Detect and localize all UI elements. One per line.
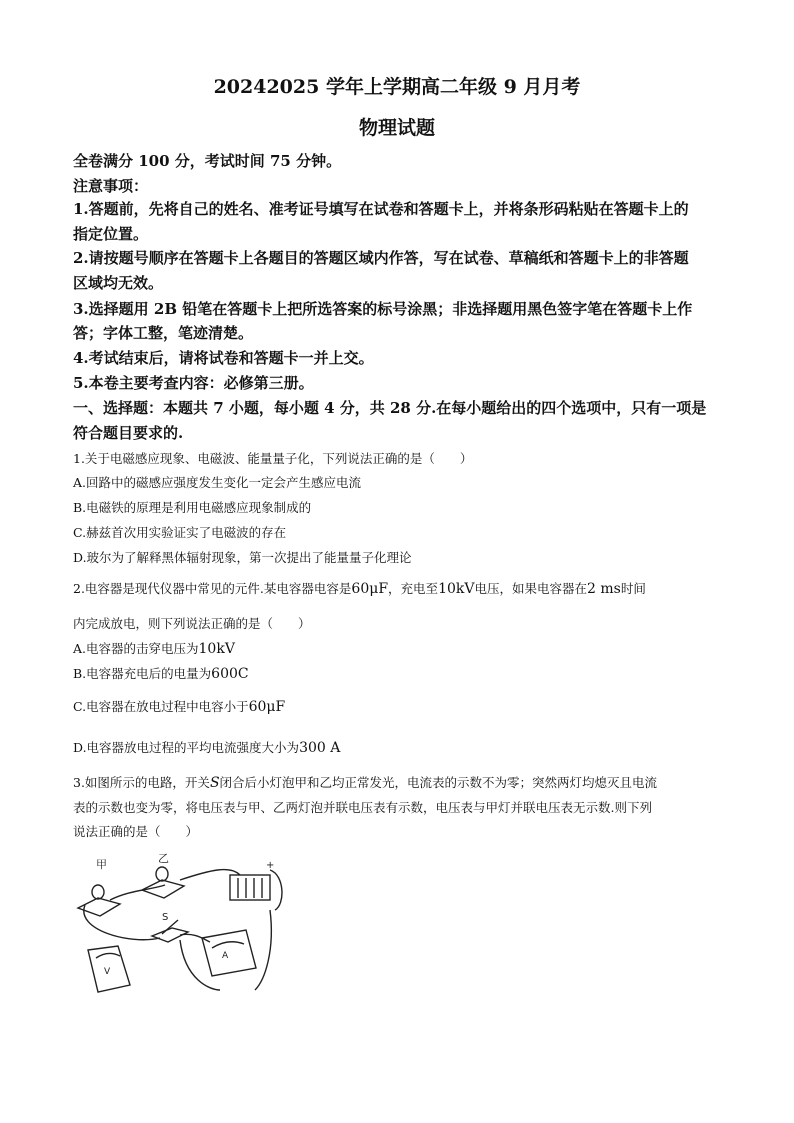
q3-stem-line3: 说法正确的是（ ） xyxy=(73,824,199,839)
q2-stem-part: 2.电容器是现代仪器中常见的元件.某电容器电容是 xyxy=(73,581,352,596)
q1-option-a: A.回路中的磁感应强度发生变化一定会产生感应电流 xyxy=(73,475,362,490)
capacitance-value: 60μF xyxy=(351,581,389,597)
q2-option-value: 60μF xyxy=(248,699,286,715)
q2-stem-part: 时间 xyxy=(620,581,646,596)
q2-option-b xyxy=(73,664,249,682)
q1-option-d: D.玻尔为了解释黑体辐射现象，第一次提出了能量量子化理论 xyxy=(73,550,412,565)
wire xyxy=(110,885,165,900)
wire xyxy=(270,870,282,910)
q2-option-value: 300 A xyxy=(299,740,341,756)
switch-label: S xyxy=(162,912,169,923)
q3-stem-part: 3.如图所示的电路，开关 xyxy=(73,775,210,790)
q2-option-value: 10kV xyxy=(198,641,235,657)
q2-option-d xyxy=(73,738,340,756)
q2-option-c xyxy=(73,697,285,715)
q2-option-text: C.电容器在放电过程中电容小于 xyxy=(73,699,249,714)
circuit-figure xyxy=(70,850,295,1005)
note-line: 区域均无效。 xyxy=(73,274,164,292)
exam-title: 20242025 学年上学期高二年级 9 月月考 xyxy=(213,76,581,98)
switch-symbol: S xyxy=(209,775,220,791)
note-line: 2.请按题号顺序在答题卡上各题目的答题区域内作答，写在试卷、草稿纸和答题卡上的非答题 xyxy=(73,249,689,267)
q2-stem-part: ，充电至 xyxy=(388,581,439,596)
battery-box xyxy=(230,875,270,900)
battery-plus-label: + xyxy=(266,860,275,871)
lamp2-label: 乙 xyxy=(158,852,169,865)
q3-stem-line2: 表的示数也变为零，将电压表与甲、乙两灯泡并联电压表有示数，电压表与甲灯并联电压表无示数.则下列 xyxy=(73,800,652,815)
q2-option-text: D.电容器放电过程的平均电流强度大小为 xyxy=(73,740,300,755)
q1-stem: 1.关于电磁感应现象、电磁波、能量量子化，下列说法正确的是（ ） xyxy=(73,451,473,466)
q1-option-b: B.电磁铁的原理是利用电磁感应现象制成的 xyxy=(73,500,312,515)
q2-option-a xyxy=(73,639,235,657)
q2-option-text: B.电容器充电后的电量为 xyxy=(73,666,212,681)
section-heading: 符合题目要求的. xyxy=(73,424,184,442)
voltage-value: 10kV xyxy=(438,581,475,597)
q2-option-text: A.电容器的击穿电压为 xyxy=(73,641,199,656)
notes-heading: 注意事项： xyxy=(73,177,149,195)
note-line: 指定位置。 xyxy=(73,225,149,243)
score-time: 全卷满分 100 分，考试时间 75 分钟。 xyxy=(73,152,342,170)
q2-stem-line2: 内完成放电，则下列说法正确的是（ ） xyxy=(73,616,311,631)
q3-stem-part: 闭合后小灯泡甲和乙均正常发光，电流表的示数不为零；突然两灯均熄灭且电流 xyxy=(219,775,658,790)
lamp2-bulb xyxy=(156,867,168,881)
wire xyxy=(255,910,271,990)
ammeter-body xyxy=(202,930,256,976)
ammeter-dial xyxy=(212,942,244,948)
q2-stem-part: 电压，如果电容器在 xyxy=(474,581,587,596)
note-line: 4.考试结束后，请将试卷和答题卡一并上交。 xyxy=(73,349,374,367)
q2-stem xyxy=(73,579,646,597)
note-line: 1.答题前，先将自己的姓名、准考证号填写在试卷和答题卡上，并将条形码粘贴在答题卡上的 xyxy=(73,200,689,218)
q2-option-value: 600C xyxy=(211,666,249,682)
subject-title: 物理试题 xyxy=(358,117,435,139)
lamp1-bulb xyxy=(92,885,104,899)
lamp1-label: 甲 xyxy=(96,858,107,871)
switch-base xyxy=(152,928,188,942)
note-line: 答；字体工整，笔迹清楚。 xyxy=(73,324,254,342)
note-line: 3.选择题用 2B 铅笔在答题卡上把所选答案的标号涂黑；非选择题用黑色签字笔在答题卡上作 xyxy=(73,300,693,318)
wire xyxy=(84,905,160,940)
voltmeter-label: V xyxy=(104,967,111,977)
ammeter-label: A xyxy=(222,951,229,961)
wire xyxy=(180,934,210,942)
q3-stem xyxy=(73,773,657,791)
time-value: 2 ms xyxy=(587,581,621,597)
note-line: 5.本卷主要考查内容：必修第三册。 xyxy=(73,374,314,392)
section-heading: 一、选择题：本题共 7 小题，每小题 4 分，共 28 分.在每小题给出的四个选项中，只有一项是 xyxy=(73,399,707,417)
voltmeter-dial xyxy=(96,953,120,958)
q1-option-c: C.赫兹首次用实验证实了电磁波的存在 xyxy=(73,525,287,540)
